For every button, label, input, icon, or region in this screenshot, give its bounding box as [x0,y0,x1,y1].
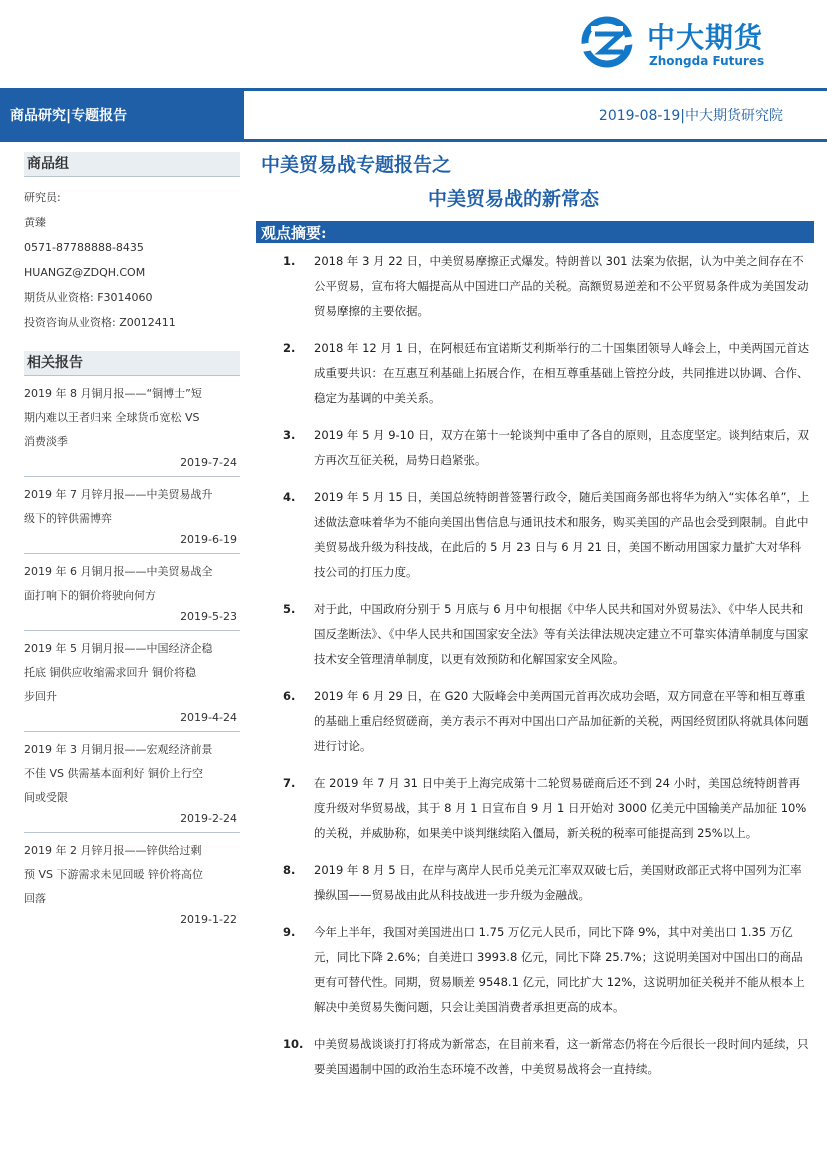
related-reports-title: 相关报告 [24,351,240,376]
point-text: 2018 年 12 月 1 日，在阿根廷布宜诺斯艾利斯举行的二十国集团领导人峰会上，中美两国元首达成重要共识：在互惠互利基础上拓展合作，在相互尊重基础上管控分歧，共同推进以协调、合作、稳定为基调的中美关系。 [314,341,809,405]
point-text: 2019 年 8 月 5 日，在岸与离岸人民币兑美元汇率双双破七后，美国财政部正式将中国列为汇率操纵国——贸易战由此从科技战进一步升级为金融战。 [314,863,802,902]
report-title-line: 期内难以王者归来 全球货币宽松 VS [24,411,200,424]
report-date: 2019-6-19 [180,533,237,546]
report-title-line: 间或受限 [24,791,68,804]
summary-point [283,1032,810,1082]
header-rule-bottom [244,139,827,142]
point-text: 2019 年 5 月 15 日，美国总统特朗普签署行政令，随后美国商务部也将华为纳入“实体名单”，上述做法意味着华为不能向美国出售信息与通讯技术和服务，购买美国的产品也会受到限制。自此中美贸易战升级为科技战，在此后的 5 月 23 日与 6 月 21 日，美国不断动用国家力量扩大对华科技公司的打压力度。 [314,490,810,579]
advisory-license: 投资咨询从业资格: Z0012411 [24,316,176,329]
sidebar [24,152,240,933]
report-date: 2019-1-22 [180,913,237,926]
report-title-line: 级下的锌供需博弈 [24,512,112,525]
point-text: 2018 年 3 月 22 日，中美贸易摩擦正式爆发。特朗普以 301 法案为依据，认为中美之间存在不公平贸易，宣布将大幅提高从中国进口产品的关税。高额贸易逆差和不公平贸易条件成为美国发动贸易摩擦的主要依据。 [314,254,809,318]
report-title-line: 2019 年 7 月锌月报——中美贸易战升 [24,488,213,501]
report-date: 2019-5-23 [180,610,237,623]
point-number: 10. [283,1037,304,1051]
point-number: 2. [283,341,296,355]
analyst-label: 研究员: [24,191,61,204]
point-text: 对于此，中国政府分别于 5 月底与 6 月中旬根据《中华人民共和国对外贸易法》、《中华人民共和国反垄断法》、《中华人民共和国国家安全法》等有关法律法规决定建立不可靠实体清单制度与国家技术安全管理清单制度，以更有效预防和化解国家安全风险。 [314,602,809,666]
report-title-line: 回落 [24,892,46,905]
report-title-line: 面打响下的铜价将驶向何方 [24,589,156,602]
related-report[interactable] [24,738,240,833]
summary-point [283,336,810,411]
date-institute-label: 2019-08-19|中大期货研究院 [598,108,783,124]
summary-point [283,597,810,672]
related-report[interactable] [24,483,240,554]
report-title-line: 预 VS 下游需求未见回暖 锌价将高位 [24,868,203,881]
report-date: 2019-2-24 [180,812,237,825]
point-text: 今年上半年，我国对美国进出口 1.75 万亿元人民币，同比下降 9%，其中对美出口 1.35 万亿元，同比下降 2.6%；自美进口 3993.8 亿元，同比下降 25.7%；这说明美国对中国出口的商品更有可替代性。同期，贸易顺差 9548.1 亿元，同比扩大 12%，这说明加征关税并不能从根本上解决中美贸易失衡问题，只会让美国消费者承担更高的成本。 [314,925,805,1014]
report-title-line: 2019 年 5 月铜月报——中国经济企稳 [24,642,213,655]
report-title-line-1: 中美贸易战专题报告之 [261,154,452,176]
point-text: 中美贸易战谈谈打打将成为新常态，在目前来看，这一新常态仍将在今后很长一段时间内延续，只要美国遏制中国的政治生态环境不改善，中美贸易战将会一直持续。 [314,1037,809,1076]
summary-header [256,221,814,243]
point-number: 8. [283,863,296,877]
point-number: 3. [283,428,296,442]
related-report[interactable] [24,637,240,732]
summary-point [283,684,810,759]
report-date: 2019-7-24 [180,456,237,469]
point-number: 7. [283,776,296,790]
summary-point [283,920,810,1020]
summary-point [283,249,810,324]
point-number: 6. [283,689,296,703]
summary-title: 观点摘要: [261,224,327,242]
report-title-line-2: 中美贸易战的新常态 [428,188,600,210]
report-title-line: 消费淡季 [24,435,68,448]
header-band [0,88,827,142]
report-title-line: 2019 年 6 月铜月报——中美贸易战全 [24,565,213,578]
report-title-line: 2019 年 2 月锌月报——锌供给过剩 [24,844,202,857]
logo-chinese-name: 中大期货 [647,21,764,54]
point-number: 1. [283,254,296,268]
report-title-line: 不佳 VS 供需基本面利好 铜价上行空 [24,767,203,780]
point-text: 2019 年 6 月 29 日，在 G20 大阪峰会中美两国元首再次成功会晤，双方同意在平等和相互尊重的基础上重启经贸磋商，美方表示不再对中国出口产品加征新的关税，两国经贸团队将就具体问题进行讨论。 [314,689,809,753]
report-title-line: 2019 年 8 月铜月报——“铜博士”短 [24,387,202,400]
related-report[interactable] [24,839,240,933]
report-date: 2019-4-24 [180,711,237,724]
report-type-banner [0,88,244,142]
analyst-phone: 0571-87788888-8435 [24,241,144,254]
logo-english-name: Zhongda Futures [649,54,765,68]
point-number: 4. [283,490,296,504]
point-text: 在 2019 年 7 月 31 日中美于上海完成第十二轮贸易磋商后还不到 24 小时，美国总统特朗普再度升级对华贸易战，其于 8 月 1 日宣布自 9 月 1 日开始对 3000 亿美元中国输美产品加征 10%的关税，并威胁称，如果美中谈判继续陷入僵局，新关税的税率可能提高到 25%以上。 [314,776,807,840]
date-banner [244,88,827,142]
analyst-email: HUANGZ@ZDQH.COM [24,266,146,279]
report-title-line: 托底 铜供应收缩需求回升 铜价将稳 [24,666,196,679]
point-text: 2019 年 5 月 9-10 日，双方在第十一轮谈判中重申了各自的原则，且态度坚定。谈判结束后，双方再次互征关税，局势日趋紧张。 [314,428,809,467]
summary-point [283,771,810,846]
analyst-contact [24,185,240,335]
related-report[interactable] [24,560,240,631]
summary-points [283,249,810,1094]
point-number: 5. [283,602,296,616]
report-title-line: 步回升 [24,690,57,703]
summary-point [283,423,810,473]
report-title-line: 2019 年 3 月铜月报——宏观经济前景 [24,743,213,756]
header-rule-top [244,88,827,91]
company-logo [577,12,787,72]
analyst-name: 黄臻 [24,216,46,229]
summary-point [283,858,810,908]
related-report[interactable] [24,382,240,477]
futures-license: 期货从业资格: F3014060 [24,291,153,304]
report-type-label: 商品研究|专题报告 [10,108,128,124]
summary-point [283,485,810,585]
point-number: 9. [283,925,296,939]
zhongda-logo-icon [577,14,639,70]
group-title: 商品组 [24,152,240,177]
